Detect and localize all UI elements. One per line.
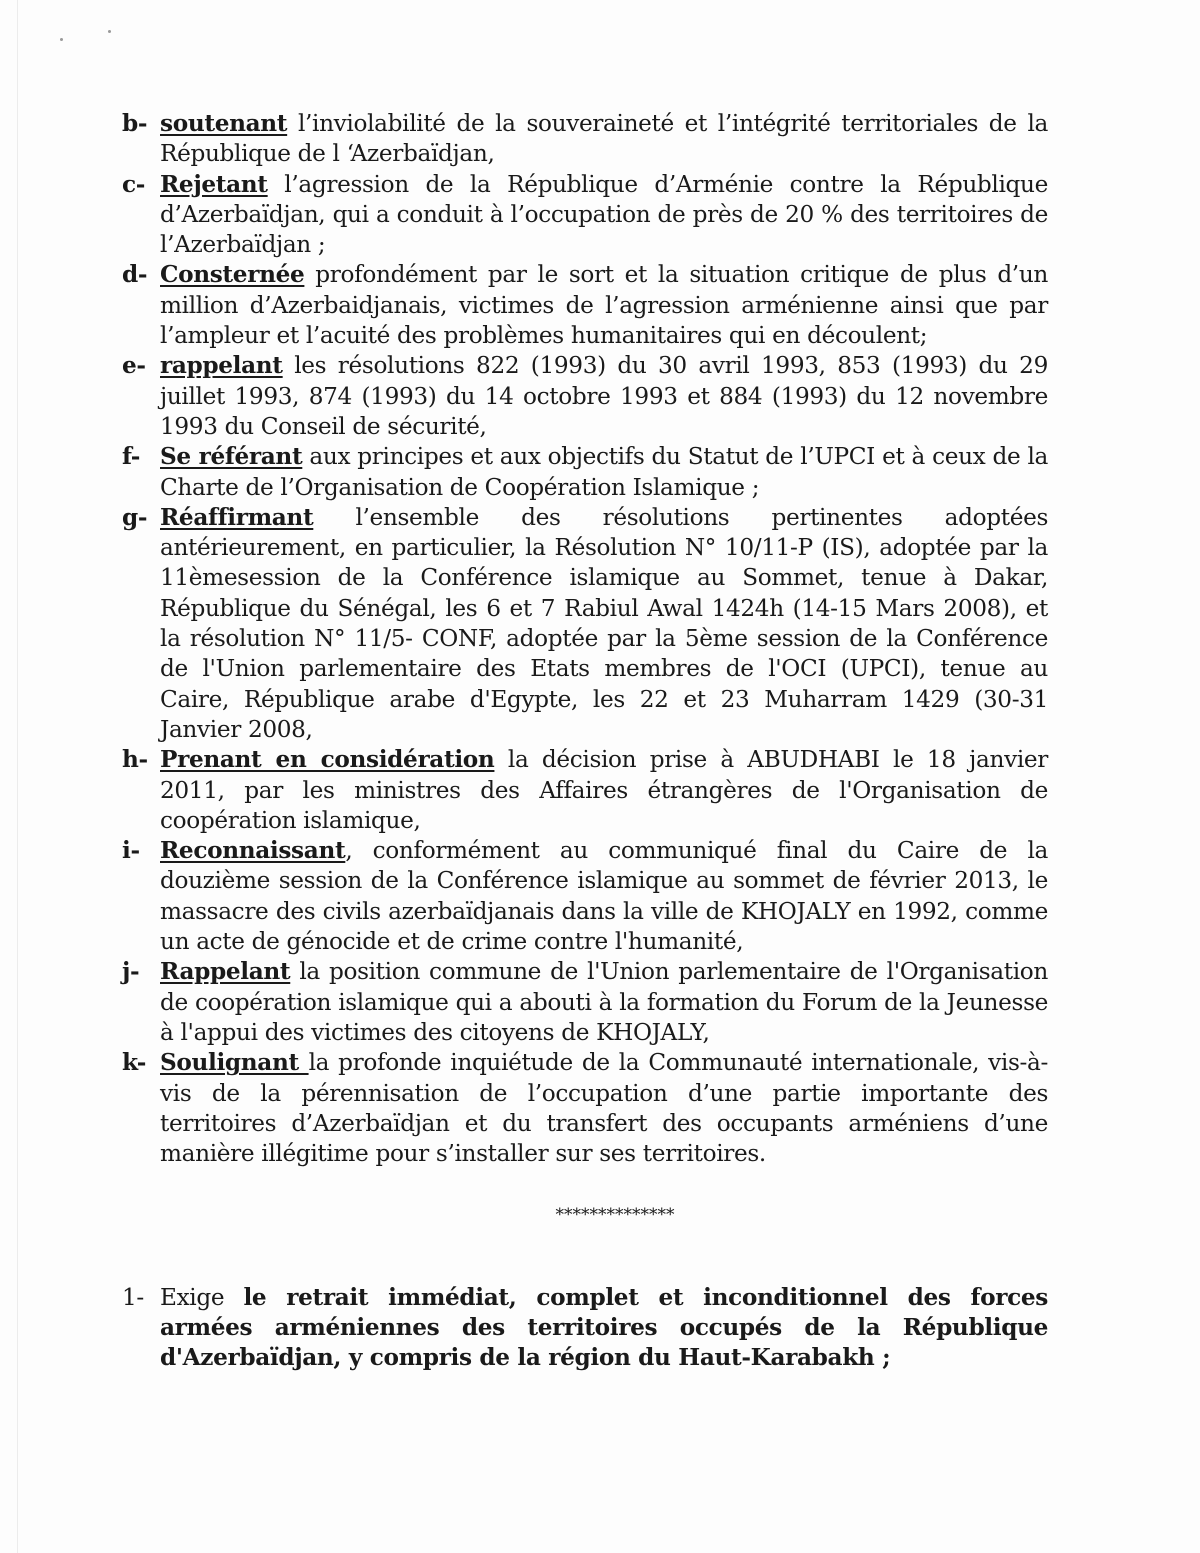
item-text: la décision prise à ABUDHABI le 18 janvier 2011, par les ministres des Affaires étrangères de l'Organisation de coopération islamique, [160,746,1048,834]
item-keyword: Soulignant [160,1049,309,1077]
item-keyword: Rejetant [160,170,268,198]
item-keyword: Reconnaissant [160,837,346,865]
preamble-item-e [122,351,1048,442]
item-keyword: rappelant [160,352,283,380]
item-text: l’inviolabilité de la souveraineté et l’intégrité territoriales de la République de l ‘Azerbaïdjan, [160,110,1048,168]
scan-speck [60,38,63,41]
item-marker: e- [122,352,146,380]
preamble-item-d [122,260,1048,351]
item-marker: k- [122,1049,147,1077]
item-keyword: Se référant [160,443,303,471]
item-marker: f- [122,443,141,471]
preamble-item-k [122,1048,1048,1169]
document-body [122,109,1048,1374]
section-separator: ************** [555,1205,675,1226]
preamble-item-h [122,745,1048,836]
item-text: la position commune de l'Union parlementaire de l'Organisation de coopération islamique qui a abouti à la formation du Forum de la Jeunesse à l'appui des victimes des citoyens de KHOJALY, [160,958,1048,1046]
item-text: les résolutions 822 (1993) du 30 avril 1993, 853 (1993) du 29 juillet 1993, 874 (1993) du 14 octobre 1993 et 884 (1993) du 12 novembre 1993 du Conseil de sécurité, [160,352,1048,440]
preamble-item-i [122,836,1048,957]
item-text: , conformément au communiqué final du Caire de la douzième session de la Conférence islamique au sommet de février 2013, le massacre des civils azerbaïdjanais dans la ville de KHOJALY en 1992, comme un acte de génocide et de crime contre l'humanité, [160,837,1048,956]
operative-verb: Exige [160,1283,244,1311]
preamble-item-g [122,503,1048,745]
item-marker: 1- [122,1283,144,1311]
item-marker: h- [122,746,148,774]
item-keyword: Consternée [160,261,305,289]
item-keyword: Prenant en considération [160,746,495,774]
preamble-item-f [122,442,1048,503]
item-text: l’ensemble des résolutions pertinentes adoptées antérieurement, en particulier, la Résolution N° 10/11-P (IS), adoptée par la 11èmesession de la Conférence islamique au Sommet, tenue à Dakar, République du Sénégal, les 6 et 7 Rabiul Awal 1424h (14-15 Mars 2008), et la résolution N° 11/5- CONF, adoptée par la 5ème session de la Conférence de l'Union parlementaire des Etats membres de l'OCI (UPCI), tenue au Caire, République arabe d'Egypte, les 22 et 23 Muharram 1429 (30-31 Janvier 2008, [160,503,1048,743]
item-text: la profonde inquiétude de la Communauté internationale, vis-à-vis de la pérennisation de l’occupation d’une partie importante des territoires d’Azerbaïdjan et du transfert des occupants arméniens d’une manière illégitime pour s’installer sur ses territoires. [160,1049,1048,1168]
item-marker: i- [122,837,140,865]
item-marker: d- [122,261,148,289]
item-marker: c- [122,170,146,198]
scan-speck [108,30,111,33]
item-marker: j- [122,958,140,986]
preamble-item-c [122,170,1048,261]
item-keyword: Rappelant [160,958,291,986]
item-text: profondément par le sort et la situation critique de plus d’un million d’Azerbaidjanais, victimes de l’agression arménienne ainsi que par l’ampleur et l’acuité des problèmes humanitaires qui en découlent; [160,261,1048,350]
item-text: l’agression de la République d’Arménie contre la République d’Azerbaïdjan, qui a conduit à l’occupation de près de 20 % des territoires de l’Azerbaïdjan ; [160,170,1048,259]
operative-text: le retrait immédiat, complet et inconditionnel des forces armées arméniennes des territoires occupés de la République d'Azerbaïdjan, y compris de la région du Haut-Karabakh ; [160,1283,1048,1372]
page-edge [17,0,18,1553]
item-marker: g- [122,503,148,531]
operative-item-1 [122,1283,1048,1374]
item-keyword: Réaffirmant [160,503,314,531]
preamble-item-b [122,109,1048,170]
item-text: aux principes et aux objectifs du Statut de l’UPCI et à ceux de la Charte de l’Organisation de Coopération Islamique ; [160,443,1049,501]
item-keyword: soutenant [160,110,288,137]
preamble-item-j [122,957,1048,1048]
item-marker: b- [122,110,148,137]
